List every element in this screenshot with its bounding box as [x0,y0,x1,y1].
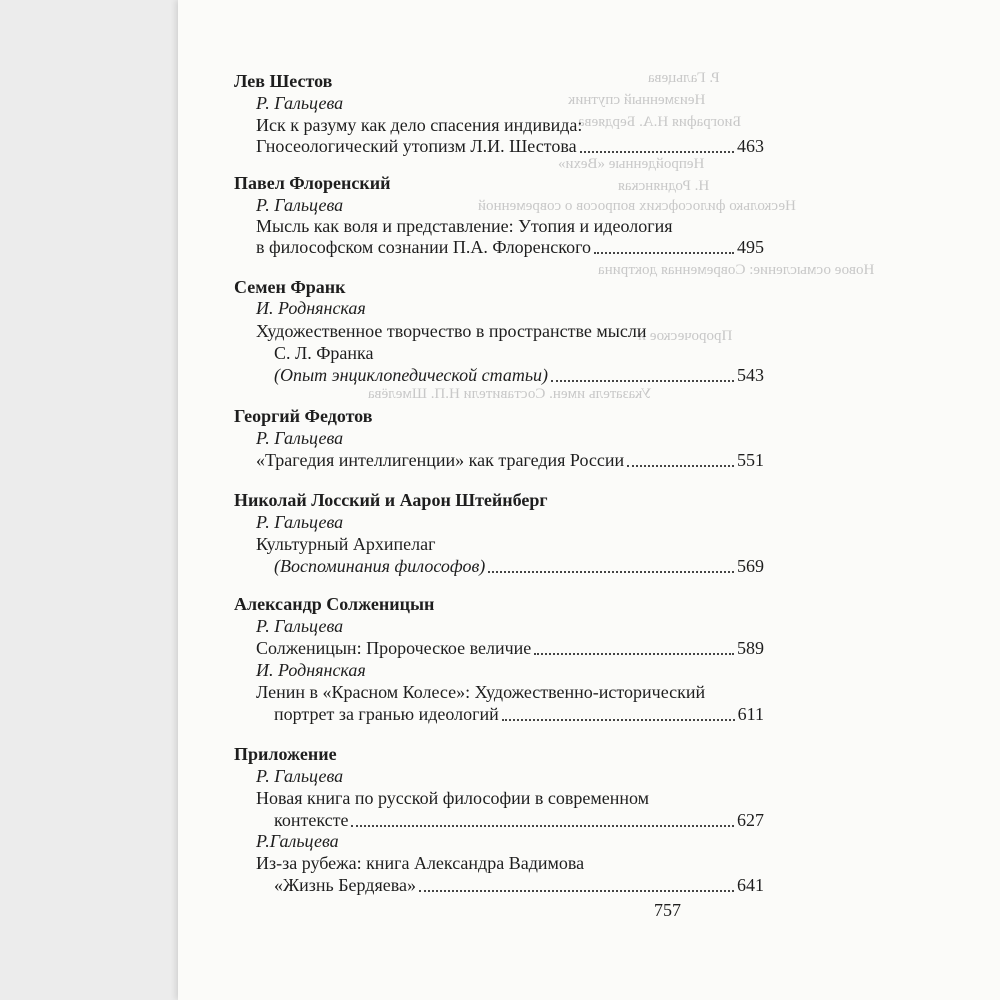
dot-leader [627,465,734,467]
dot-leader [502,719,735,721]
page-reference: 641 [737,875,764,895]
contributor-name: Р. Гальцева [256,428,344,448]
entry-title-line: Ленин в «Красном Колесе»: Художественно-исторический [256,682,706,702]
dot-leader [351,825,734,827]
toc-entry[interactable] [256,449,764,471]
entry-title-line: Художественное творчество в пространстве мысли [256,321,647,341]
entry-title-line: «Трагедия интеллигенции» как трагедия России [256,450,625,470]
author-heading: Николай Лосский и Аарон Штейнберг [234,490,548,510]
entry-title-line: С. Л. Франка [274,343,374,363]
toc-entry[interactable] [274,364,764,386]
entry-title-line: Мысль как воля и представление: Утопия и идеология [256,216,673,236]
dot-leader [488,571,734,573]
book-page [178,0,1000,1000]
author-heading: Приложение [234,744,337,764]
entry-title-line: «Жизнь Бердяева» [274,875,416,895]
author-heading: Семен Франк [234,277,346,297]
contributor-name: И. Роднянская [256,660,366,680]
contributor-name: И. Роднянская [256,298,366,318]
table-of-contents [178,0,1000,1000]
page-reference: 627 [737,810,764,830]
entry-title-line: портрет за гранью идеологий [274,704,499,724]
entry-title-line: Из-за рубежа: книга Александра Вадимова [256,853,585,873]
page-reference: 543 [737,365,764,385]
entry-title-line: Солженицын: Пророческое величие [256,638,532,658]
toc-entry[interactable] [274,703,764,725]
author-heading: Александр Солженицын [234,594,435,614]
entry-title-line: Иск к разуму как дело спасения индивида: [256,115,583,135]
page-number: 757 [654,900,681,920]
bleed-through-text: Р. Гальцева Неизменный спутник Биография Н.А. Бердяева Непройденные «Вехи» Н. Роднянская Несколько философских вопросов о современной Новое осмысление: Современная доктрина Пророческое и Указатель имен. Составители Н.П. Шмелёва [368,70,875,402]
entry-title-line: контексте [274,810,349,830]
page-reference: 611 [737,704,764,724]
dot-leader [419,890,734,892]
dot-leader [534,653,734,655]
toc-entry[interactable] [274,874,764,896]
contributor-name: Р. Гальцева [256,93,344,113]
toc-entry[interactable] [274,555,764,577]
entry-title-line: (Опыт энциклопедической статьи) [274,365,548,385]
contributor-name: Р. Гальцева [256,616,344,636]
page-reference: 463 [737,136,764,156]
entry-title-line: в философском сознании П.А. Флоренского [256,237,592,257]
contributor-name: Р. Гальцева [256,766,344,786]
author-heading: Павел Флоренский [234,173,391,193]
entry-title-line: (Воспоминания философов) [274,556,486,576]
contributor-name: Р. Гальцева [256,195,344,215]
toc-entry[interactable] [256,135,764,157]
toc-entry[interactable] [256,637,764,659]
dot-leader [551,380,734,382]
entry-title-line: Новая книга по русской философии в современном [256,788,650,808]
author-heading: Георгий Федотов [234,406,373,426]
entry-title-line: Культурный Архипелаг [256,534,436,554]
page-reference: 589 [737,638,764,658]
dot-leader [580,151,734,153]
page-reference: 551 [737,450,764,470]
toc-entry[interactable] [256,236,764,258]
toc-entry[interactable] [274,809,764,831]
contributor-name: Р. Гальцева [256,512,344,532]
page-reference: 569 [737,556,764,576]
contributor-name: Р.Гальцева [256,831,339,851]
page-reference: 495 [737,237,764,257]
dot-leader [594,252,734,254]
author-heading: Лев Шестов [234,71,333,91]
entry-title-line: Гносеологический утопизм Л.И. Шестова [256,136,577,156]
